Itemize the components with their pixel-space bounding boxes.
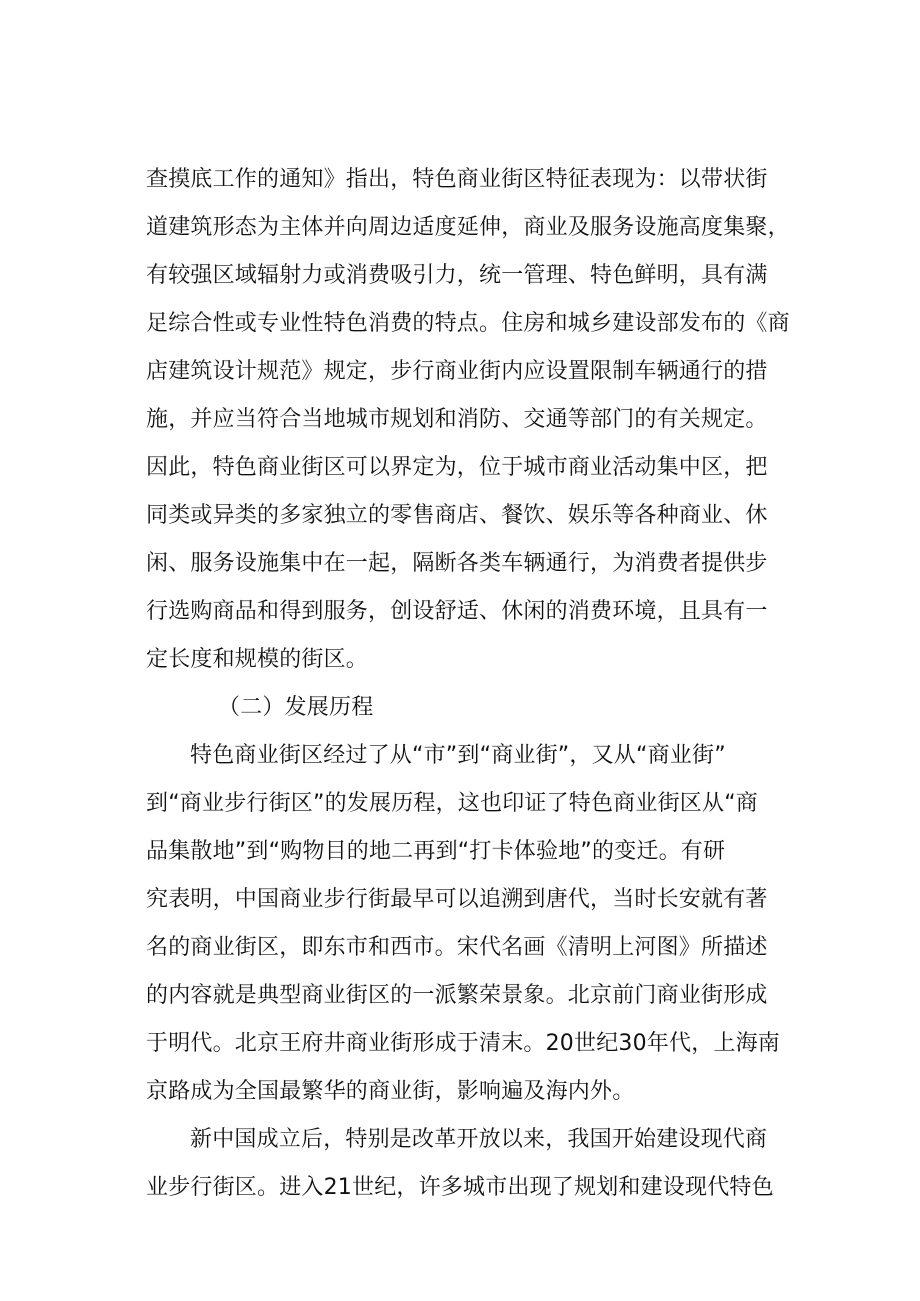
- paragraph-line: 同类或异类的多家独立的零售商店、餐饮、娱乐等各种商业、休: [146, 503, 768, 528]
- paragraph-line: 到“商业步行街区”的发展历程，这也印证了特色商业街区从“商: [146, 791, 758, 816]
- paragraph-line: 特色商业街区经过了从“市”到“商业街”，又从“商业街”: [190, 743, 726, 768]
- paragraph-line: 新中国成立后，特别是改革开放以来，我国开始建设现代商: [190, 1127, 768, 1152]
- paragraph-line: 因此，特色商业街区可以界定为，位于城市商业活动集中区，把: [146, 455, 768, 480]
- paragraph-line: 查摸底工作的通知》指出，特色商业街区特征表现为：以带状街: [146, 167, 768, 192]
- paragraph-line: 道建筑形态为主体并向周边适度延伸，商业及服务设施高度集聚，: [146, 215, 790, 240]
- paragraph-line: 于明代。北京王府井商业街形成于清末。20世纪30年代，上海南: [146, 1031, 780, 1056]
- paragraph-line: 名的商业街区，即东市和西市。宋代名画《清明上河图》所描述: [146, 935, 768, 960]
- paragraph-definition: [146, 156, 798, 1212]
- paragraph-line: 闲、服务设施集中在一起，隔断各类车辆通行，为消费者提供步: [146, 551, 768, 576]
- paragraph-line: 有较强区域辐射力或消费吸引力，统一管理、特色鲜明，具有满: [146, 263, 768, 288]
- paragraph-line: 的内容就是典型商业街区的一派繁荣景象。北京前门商业街形成: [146, 983, 768, 1008]
- paragraph-line: 业步行街区。进入21世纪，许多城市出现了规划和建设现代特色: [146, 1175, 774, 1200]
- paragraph-line: 定长度和规模的街区。: [146, 647, 369, 672]
- paragraph-line: 足综合性或专业性特色消费的特点。住房和城乡建设部发布的《商: [146, 311, 790, 336]
- paragraph-line: 品集散地”到“购物目的地二再到“打卡体验地”的变迁。有研: [146, 839, 726, 864]
- paragraph-line: 店建筑设计规范》规定，步行商业街内应设置限制车辆通行的措: [146, 359, 768, 384]
- paragraph-line: 行选购商品和得到服务，创设舒适、休闲的消费环境，且具有一: [146, 599, 768, 624]
- section-heading: （二）发展历程: [218, 695, 374, 720]
- paragraph-line: 究表明，中国商业步行街最早可以追溯到唐代，当时长安就有著: [146, 887, 768, 912]
- paragraph-line: 京路成为全国最繁华的商业街，影响遍及海内外。: [146, 1079, 635, 1104]
- paragraph-line: 施，并应当符合当地城市规划和消防、交通等部门的有关规定。: [146, 407, 768, 432]
